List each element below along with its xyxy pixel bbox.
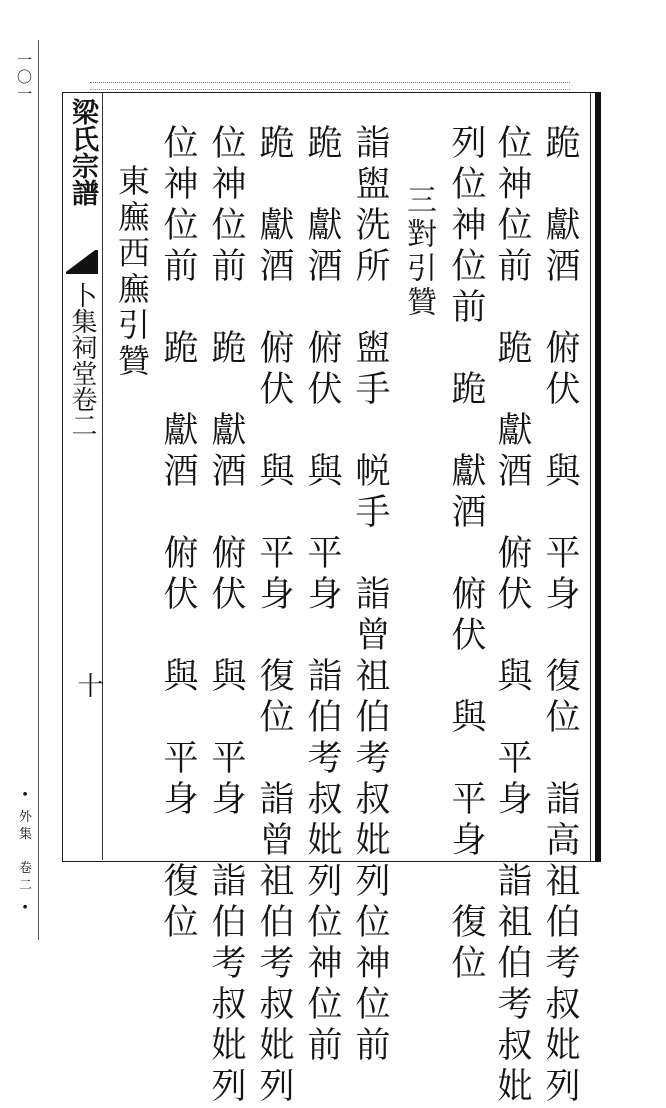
text-column-1: 跪 獻酒 俯伏 與 平身 復位 詣高祖伯考叔妣列 xyxy=(540,124,580,1108)
margin-column xyxy=(62,92,103,860)
text-column-9: 位神位前 跪 獻酒 俯伏 與 平身 復位 xyxy=(158,124,198,944)
page-number: 一〇一 xyxy=(15,52,33,103)
top-ornament xyxy=(90,82,570,90)
section-heading: 三對引贊 xyxy=(401,150,436,320)
margin-section-title: 卜集祠堂卷二 xyxy=(67,282,97,438)
footer-label: • 外集 卷二 • xyxy=(16,790,31,915)
text-column-8: 位神位前 跪 獻酒 俯伏 與 平身 詣伯考叔妣列 xyxy=(206,124,246,1108)
fishtail-ornament xyxy=(66,250,98,274)
outer-rule xyxy=(38,40,39,940)
margin-book-title: 梁氏宗譜 xyxy=(67,98,98,206)
text-column-5: 詣盥洗所 盥手 帨手 詣曾祖伯考叔妣列位神位前 xyxy=(350,124,390,1067)
text-column-3: 列位神位前 跪 獻酒 俯伏 與 平身 復位 xyxy=(446,124,486,985)
leaf-number: 十 xyxy=(73,672,103,698)
text-column-7: 跪 獻酒 俯伏 與 平身 復位 詣曾祖伯考叔妣列 xyxy=(254,124,294,1108)
closing-heading: 東廡西廡引贊 xyxy=(113,164,151,380)
text-column-2: 位神位前 跪 獻酒 俯伏 與 平身 詣祖伯考叔妣 xyxy=(492,124,532,1108)
text-column-6: 跪 獻酒 俯伏 與 平身 詣伯考叔妣列位神位前 xyxy=(302,124,342,1067)
